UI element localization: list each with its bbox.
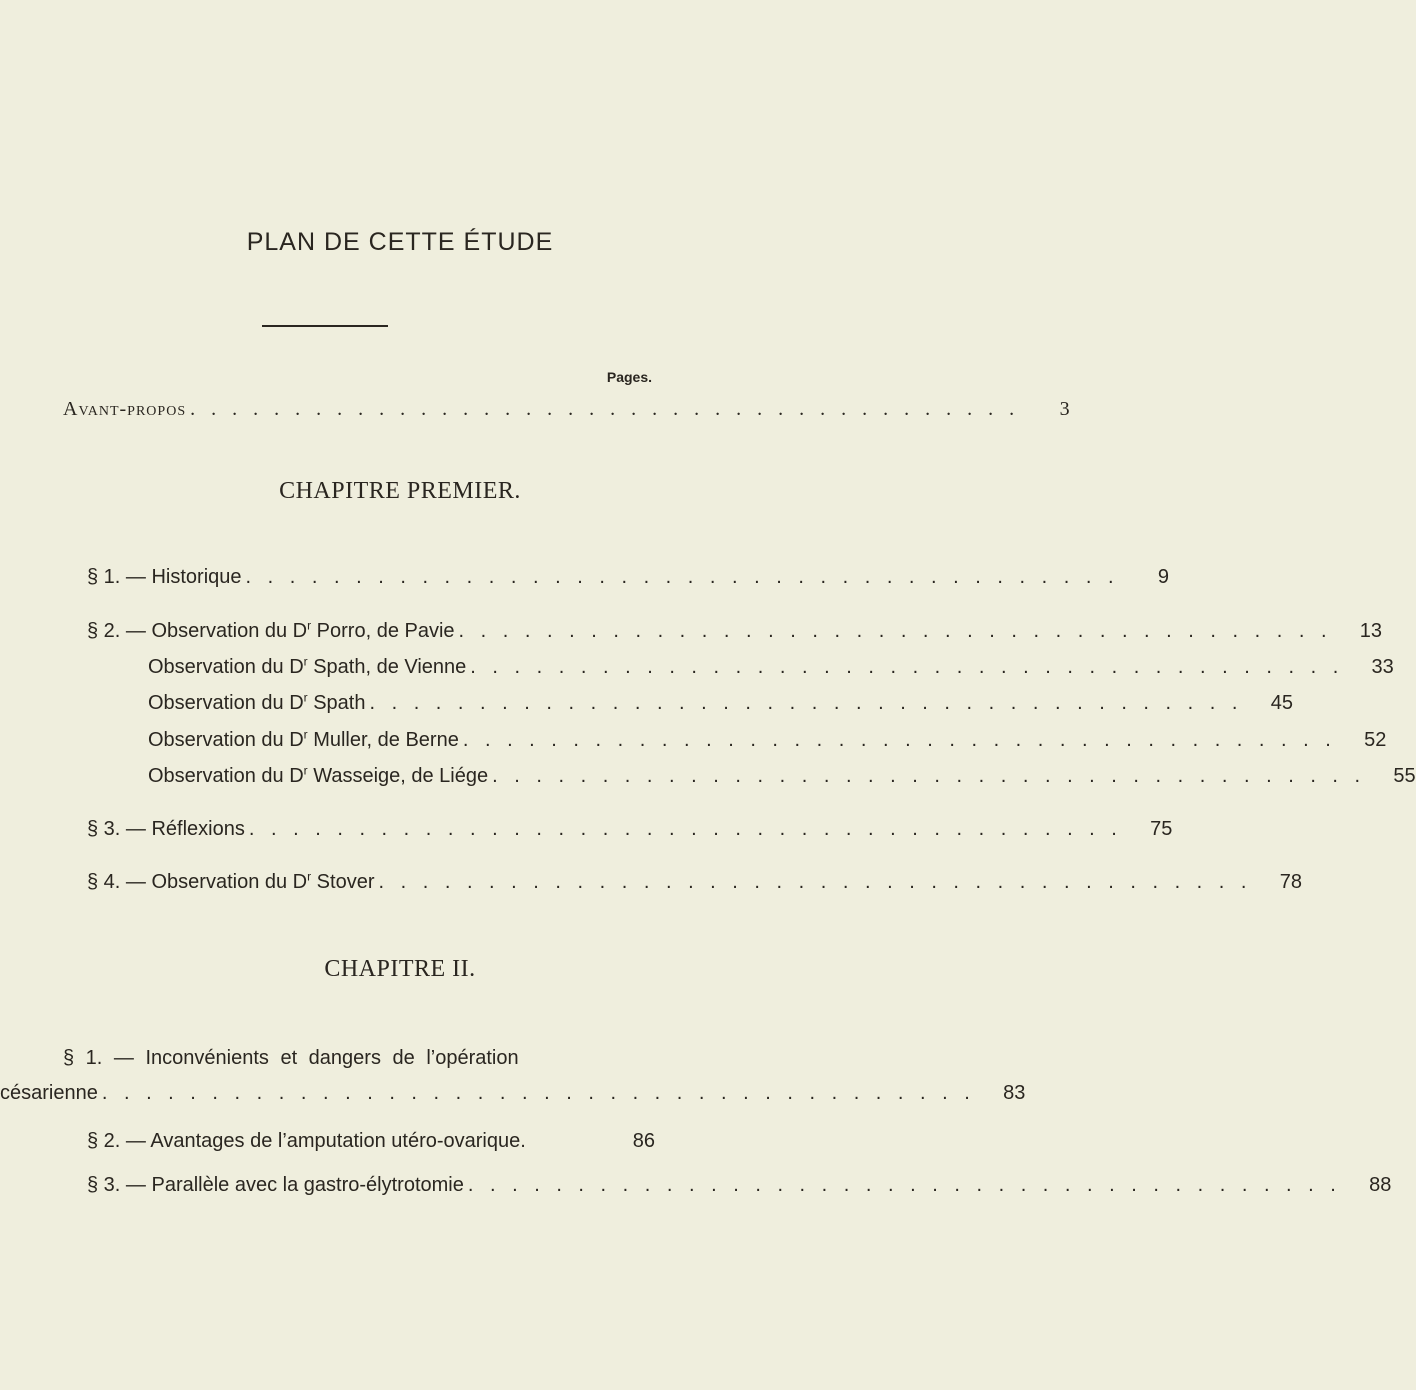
section-number: § 3. —: [87, 818, 152, 840]
toc-entry: § 2. — Observation du $D^r$ Porro, de Pavie . . . . . . . . . . . . . . . . . . . . . . . . . . . . . . . . . . . . . . . . 13: [87, 618, 1383, 642]
chapter-heading-1: CHAPITRE PREMIER.: [279, 478, 521, 504]
toc-entry-label: Avant-propos: [63, 398, 187, 420]
toc-page-number: 88: [1369, 1174, 1392, 1196]
toc-page-number: 55: [1393, 765, 1416, 787]
toc-page-number: 78: [1279, 871, 1302, 893]
toc-page-number: 52: [1364, 729, 1387, 751]
section-number: § 2. —: [87, 1130, 151, 1152]
toc-page-number: 33: [1371, 656, 1394, 678]
toc-page-number: 3: [1059, 398, 1070, 420]
section-number: § 3. —: [87, 1174, 152, 1196]
toc-page-number: 83: [1003, 1082, 1026, 1104]
dot-leader: . . . . . . . . . . . . . . . . . . . . . . . . . . . . . . . . . . . . . . . .: [190, 398, 1020, 420]
toc-page-number: 13: [1359, 620, 1383, 642]
toc-entry-label: Réflexions: [151, 818, 245, 840]
page-title: PLAN DE CETTE ÉTUDE: [246, 228, 554, 256]
toc-entry: § 4. — Observation du $D^r$ Stover . . . . . . . . . . . . . . . . . . . . . . . . . . . . . . . . . . . . . . . . 78: [87, 869, 1302, 893]
dot-leader: . . . . . . . . . . . . . . . . . . . . . . . . . . . . . . . . . . . . . . . .: [248, 818, 1123, 840]
toc-page-number: 9: [1157, 566, 1170, 588]
dot-leader: . . . . . . . . . . . . . . . . . . . . . . . . . . . . . . . . . . . . . . . .: [101, 1082, 976, 1104]
dot-leader: . . . . . . . . . . . . . . . . . . . . . . . . . . . . . . . . . . . . . . . .: [462, 729, 1337, 751]
toc-entry: [87, 1174, 1392, 1197]
toc-entry-label: Parallèle avec la gastro-élytrotomie: [151, 1174, 464, 1196]
section-number: § 2. —: [87, 620, 152, 642]
toc-entry-line1: § 1. — Inconvénients et dangers de l’opération: [63, 1047, 519, 1069]
toc-page-number: 75: [1150, 818, 1173, 840]
dot-leader: . . . . . . . . . . . . . . . . . . . . . . . . . . . . . . . . . . . . . . . .: [492, 765, 1366, 787]
toc-entry-avant-propos: [63, 398, 1070, 421]
toc-page-number: 86: [632, 1130, 655, 1152]
toc-entry: Observation du $D^r$ Wasseige, de Liége . . . . . . . . . . . . . . . . . . . . . . . . . . . . . . . . . . . . . . . . 55: [148, 763, 1416, 787]
pages-column-label: Pages.: [606, 369, 652, 385]
dot-leader: . . . . . . . . . . . . . . . . . . . . . . . . . . . . . . . . . . . . . . . .: [458, 620, 1333, 642]
toc-entry-label: Avantages de l’amputation utéro-ovarique.: [150, 1130, 526, 1152]
toc-entry: Observation du $D^r$ Muller, de Berne . . . . . . . . . . . . . . . . . . . . . . . . . . . . . . . . . . . . . . . . 52: [148, 727, 1387, 751]
toc-entry: [87, 1130, 655, 1153]
dot-leader: . . . . . . . . . . . . . . . . . . . . . . . . . . . . . . . . . . . . . . . .: [369, 692, 1243, 714]
chapter-heading-2: CHAPITRE II.: [324, 956, 476, 982]
dot-leader: . . . . . . . . . . . . . . . . . . . . . . . . . . . . . . . . . . . . . . . .: [467, 1174, 1342, 1196]
toc-entry: Observation du $D^r$ Spath, de Vienne . . . . . . . . . . . . . . . . . . . . . . . . . . . . . . . . . . . . . . . . 33: [148, 654, 1394, 678]
toc-entry-label: césarienne: [0, 1082, 98, 1104]
section-number: § 4. —: [87, 871, 152, 893]
toc-entry: [87, 818, 1173, 841]
title-rule: [262, 325, 388, 327]
toc-entry: [0, 1082, 1026, 1105]
section-number: § 1. —: [87, 566, 152, 588]
toc-entry: [87, 566, 1170, 589]
toc-entry: Observation du $D^r$ Spath . . . . . . . . . . . . . . . . . . . . . . . . . . . . . . . . . . . . . . . . 45: [148, 690, 1293, 714]
toc-page-number: 45: [1270, 692, 1293, 714]
toc-entry-label: Historique: [151, 566, 242, 588]
dot-leader: . . . . . . . . . . . . . . . . . . . . . . . . . . . . . . . . . . . . . . . .: [470, 656, 1344, 678]
dot-leader: . . . . . . . . . . . . . . . . . . . . . . . . . . . . . . . . . . . . . . . .: [378, 871, 1252, 893]
dot-leader: . . . . . . . . . . . . . . . . . . . . . . . . . . . . . . . . . . . . . . . .: [245, 566, 1120, 588]
